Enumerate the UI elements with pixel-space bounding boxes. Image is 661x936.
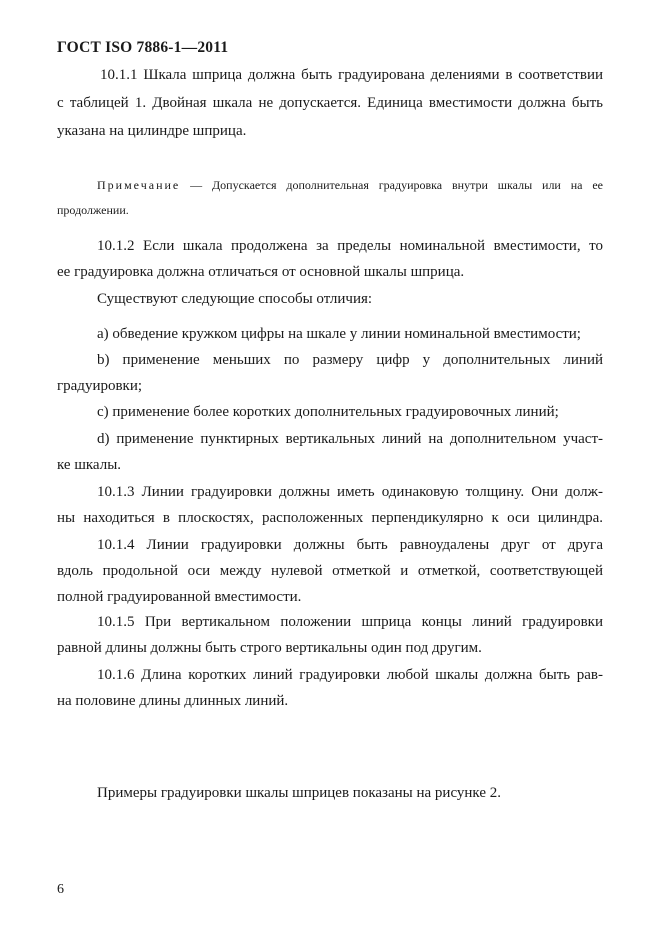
paragraph-10-1-4-line: 10.1.4 Линии градуировки должны быть равноудалены друг от друга [97, 537, 603, 553]
figure-reference-sentence: Примеры градуировки шкалы шприцев показаны на рисунке 2. [97, 785, 501, 801]
paragraph-10-1-4-line: вдоль продольной оси между нулевой отметкой и отметкой, соответствующей [57, 563, 603, 579]
paragraph-10-1-6-line: 10.1.6 Длина коротких линий градуировки любой шкалы должна быть рав- [97, 667, 603, 683]
list-item-b-cont: градуировки; [57, 378, 143, 394]
paragraph-10-1-5-line: равной длины должны быть строго вертикальны один под другим. [57, 640, 482, 656]
list-item-c: c) применение более коротких дополнительных градуировочных линий; [97, 404, 559, 420]
paragraph-10-1-3-line: 10.1.3 Линии градуировки должны иметь одинаковую толщину. Они долж- [97, 484, 603, 500]
page-number: 6 [57, 882, 64, 897]
list-item-d: d) применение пунктирных вертикальных линий на дополнительном участ- [97, 431, 603, 447]
paragraph-10-1-6-line: на половине длины длинных линий. [57, 693, 289, 709]
paragraph-10-1-2-line: ее градуировка должна отличаться от основной шкалы шприца. [57, 264, 465, 280]
paragraph-10-1-2-line: Существуют следующие способы отличия: [97, 291, 373, 307]
document-header: ГОСТ ISO 7886-1—2011 [57, 39, 229, 56]
paragraph-10-1-1-line: с таблицей 1. Двойная шкала не допускается. Единица вместимости должна быть [57, 95, 603, 111]
note-text: — Допускается дополнительная градуировка внутри шкалы или на ее [180, 178, 603, 192]
list-item-b: b) применение меньших по размеру цифр у дополнительных линий [97, 352, 603, 368]
list-item-d-cont: ке шкалы. [57, 457, 122, 473]
paragraph-10-1-4-line: полной градуированной вместимости. [57, 589, 302, 605]
paragraph-10-1-3-line: ны находиться в плоскостях, расположенных перпендикулярно к оси цилиндра. [57, 510, 603, 526]
paragraph-10-1-5-line: 10.1.5 При вертикальном положении шприца концы линий градуировки [97, 614, 603, 630]
paragraph-10-1-1-line: указана на цилиндре шприца. [57, 123, 247, 139]
note-line [57, 176, 603, 194]
note-line: продолжении. [57, 203, 129, 217]
note-label: Примечание [97, 178, 181, 192]
paragraph-10-1-2-line: 10.1.2 Если шкала продолжена за пределы номинальной вместимости, то [97, 238, 603, 254]
paragraph-10-1-1-line: 10.1.1 Шкала шприца должна быть градуирована делениями в соответствии [100, 67, 603, 83]
list-item-a: a) обведение кружком цифры на шкале у линии номинальной вместимости; [97, 326, 581, 342]
